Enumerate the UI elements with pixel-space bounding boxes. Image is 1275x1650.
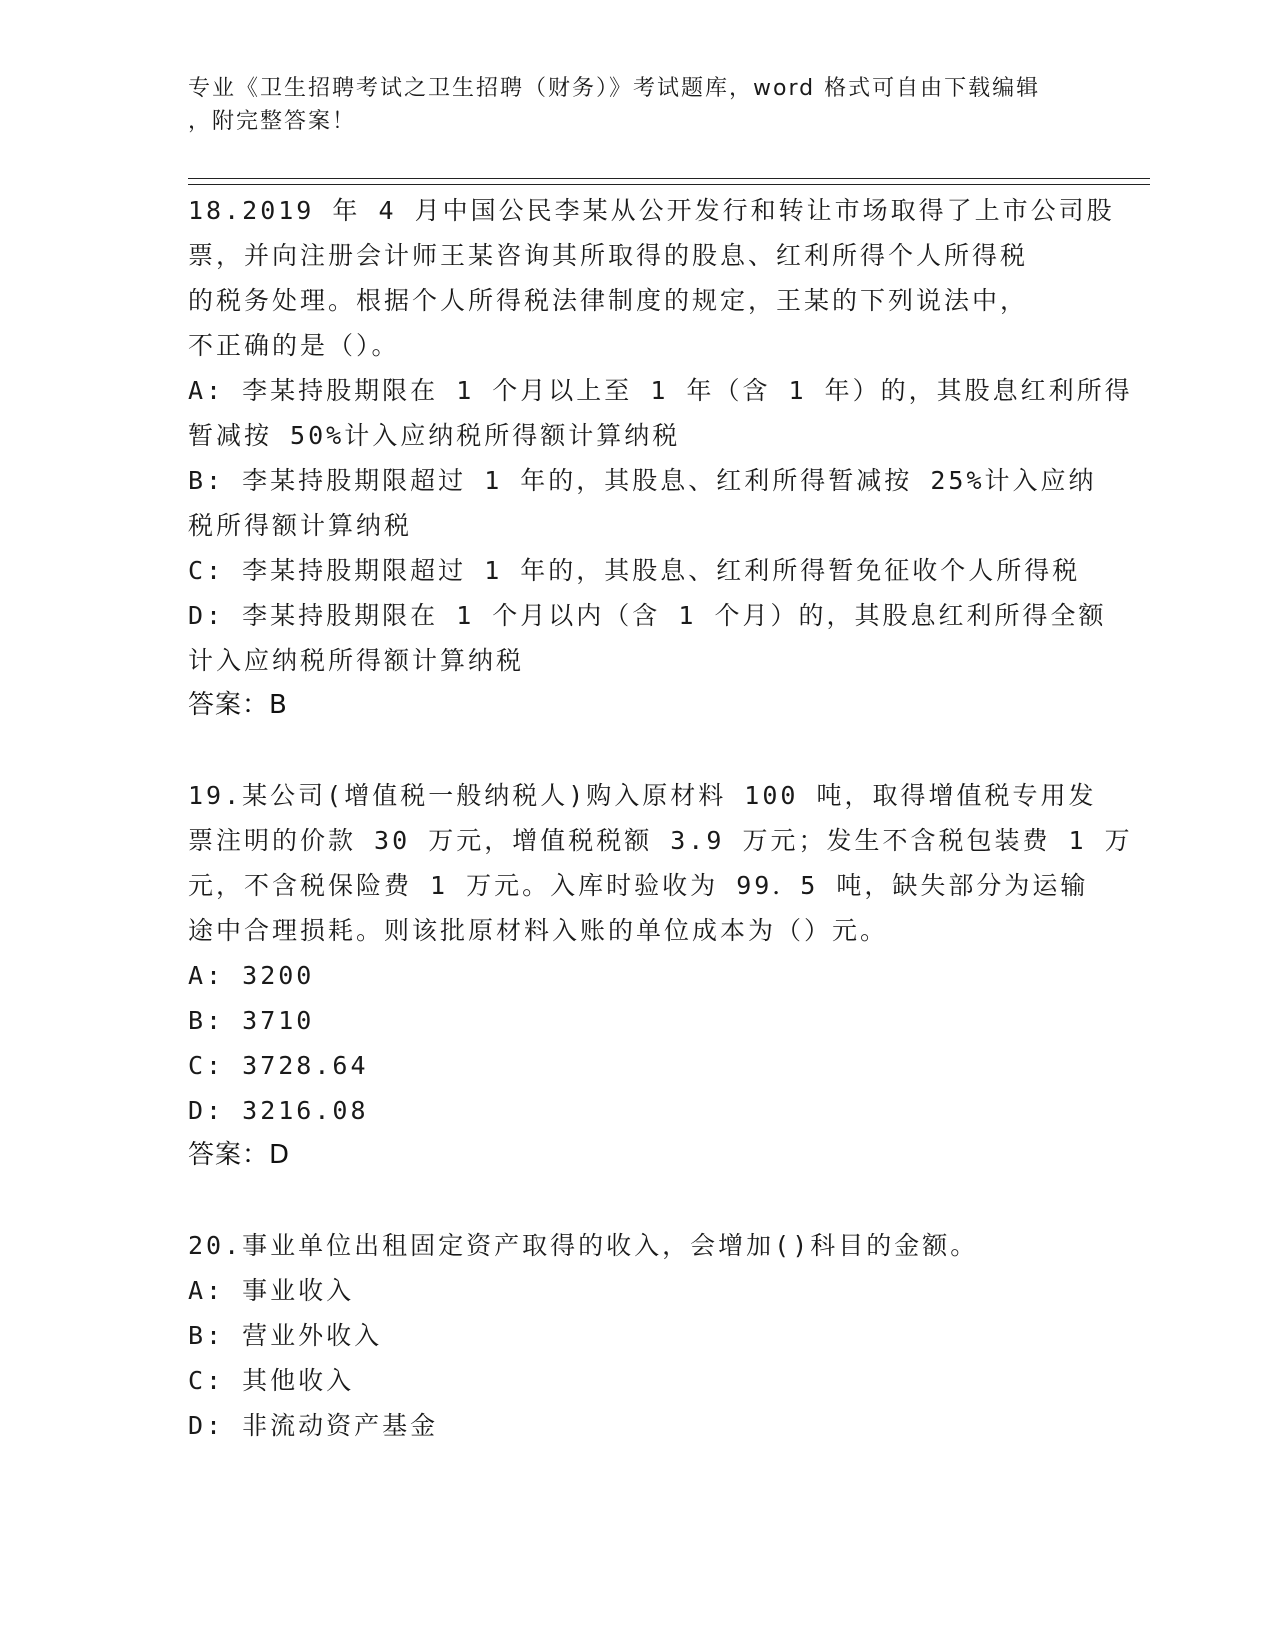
option-d-continued: 计入应纳税所得额计算纳税 — [188, 646, 525, 675]
header-line-1: 专业《卫生招聘考试之卫生招聘（财务）》考试题库，word 格式可自由下载编辑 — [188, 76, 1041, 101]
header-divider-top — [188, 178, 1150, 179]
question-text-line: 20.事业单位出租固定资产取得的收入，会增加()科目的金额。 — [188, 1231, 979, 1260]
question-text-line: 途中合理损耗。则该批原材料入账的单位成本为（）元。 — [188, 916, 889, 945]
question-20 — [188, 1223, 1088, 1448]
question-text-line: 的税务处理。根据个人所得税法律制度的规定，王某的下列说法中， — [188, 286, 1029, 315]
option-b-continued: 税所得额计算纳税 — [188, 511, 413, 540]
question-spacer — [188, 1178, 1088, 1223]
header-divider-bottom — [188, 184, 1150, 185]
question-19 — [188, 773, 1133, 1178]
option-d: D: 3216.08 — [188, 1096, 369, 1125]
question-18 — [188, 188, 1133, 728]
option-c: C: 3728.64 — [188, 1051, 369, 1080]
answer-label: 答案：D — [188, 1140, 291, 1170]
header-line-2: ，附完整答案！ — [188, 109, 357, 134]
option-b: B: 3710 — [188, 1006, 315, 1035]
question-text-line: 不正确的是（）。 — [188, 331, 400, 360]
question-text-line: 票，并向注册会计师王某咨询其所取得的股息、红利所得个人所得税 — [188, 241, 1029, 270]
option-a: A: 李某持股期限在 1 个月以上至 1 年（含 1 年）的，其股息红利所得 — [188, 376, 1133, 405]
question-text-line: 元，不含税保险费 1 万元。入库时验收为 99．5 吨，缺失部分为运输 — [188, 871, 1089, 900]
question-text-line: 18.2019 年 4 月中国公民李某从公开发行和转让市场取得了上市公司股 — [188, 196, 1115, 225]
option-c: C: 李某持股期限超过 1 年的，其股息、红利所得暂免征收个人所得税 — [188, 556, 1081, 585]
option-d: D: 非流动资产基金 — [188, 1411, 439, 1440]
question-text-line: 19.某公司(增值税一般纳税人)购入原材料 100 吨，取得增值税专用发 — [188, 781, 1097, 810]
document-header — [188, 72, 1088, 138]
option-c: C: 其他收入 — [188, 1366, 355, 1395]
question-spacer — [188, 728, 1088, 773]
question-list — [188, 188, 1133, 1448]
option-a: A: 3200 — [188, 961, 315, 990]
question-text-line: 票注明的价款 30 万元，增值税税额 3.9 万元；发生不含税包装费 1 万 — [188, 826, 1133, 855]
option-a: A: 事业收入 — [188, 1276, 355, 1305]
option-d: D: 李某持股期限在 1 个月以内（含 1 个月）的，其股息红利所得全额 — [188, 601, 1107, 630]
option-a-continued: 暂减按 50%计入应纳税所得额计算纳税 — [188, 421, 681, 450]
option-b: B: 李某持股期限超过 1 年的，其股息、红利所得暂减按 25%计入应纳 — [188, 466, 1097, 495]
answer-label: 答案：B — [188, 690, 288, 720]
option-b: B: 营业外收入 — [188, 1321, 383, 1350]
